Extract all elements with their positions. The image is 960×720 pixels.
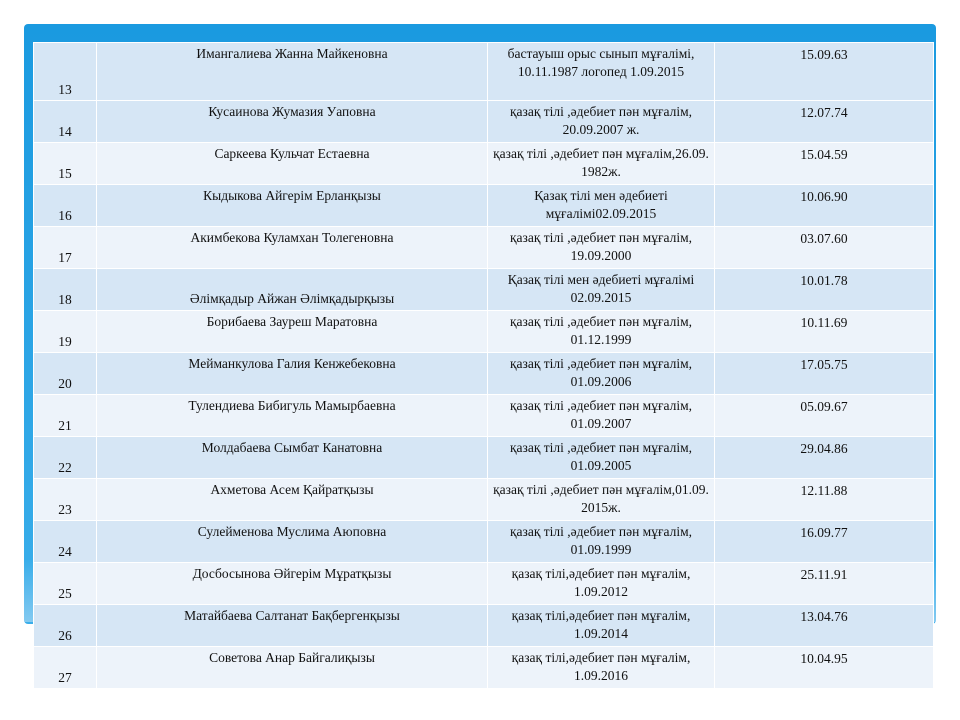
row-number-cell: 23 (34, 479, 97, 521)
row-number-cell: 17 (34, 227, 97, 269)
teacher-name-cell: Тулендиева Бибигуль Мамырбаевна (97, 395, 488, 437)
table-row (34, 647, 934, 689)
position-cell: қазақ тілі ,әдебиет пән мұғалім,26.09. 1982ж. (488, 143, 715, 185)
teacher-name-cell: Акимбекова Куламхан Толегеновна (97, 227, 488, 269)
teacher-name-cell: Молдабаева Сымбат Канатовна (97, 437, 488, 479)
table-row (34, 143, 934, 185)
row-number-cell: 13 (34, 43, 97, 101)
position-cell: қазақ тілі ,әдебиет пән мұғалім, 01.09.2006 (488, 353, 715, 395)
birth-date-cell: 15.04.59 (715, 143, 934, 185)
row-number-cell: 15 (34, 143, 97, 185)
position-cell: қазақ тілі ,әдебиет пән мұғалім, 19.09.2000 (488, 227, 715, 269)
birth-date-cell: 16.09.77 (715, 521, 934, 563)
birth-date-cell: 10.11.69 (715, 311, 934, 353)
teacher-name-cell: Досбосынова Әйгерім Мұратқызы (97, 563, 488, 605)
row-number-cell: 26 (34, 605, 97, 647)
table-row (34, 101, 934, 143)
table-row (34, 227, 934, 269)
birth-date-cell: 12.07.74 (715, 101, 934, 143)
birth-date-cell: 15.09.63 (715, 43, 934, 101)
teacher-name-cell: Мейманкулова Галия Кенжебековна (97, 353, 488, 395)
birth-date-cell: 17.05.75 (715, 353, 934, 395)
row-number-cell: 24 (34, 521, 97, 563)
teacher-name-cell: Саркеева Кульчат Естаевна (97, 143, 488, 185)
table-row (34, 521, 934, 563)
position-cell: бастауыш орыс сынып мұғалімі, 10.11.1987 логопед 1.09.2015 (488, 43, 715, 101)
staff-table-body (34, 43, 934, 689)
table-row (34, 353, 934, 395)
row-number-cell: 18 (34, 269, 97, 311)
birth-date-cell: 29.04.86 (715, 437, 934, 479)
table-row (34, 395, 934, 437)
position-cell: Қазақ тілі мен әдебиеті мұғалімі02.09.2015 (488, 185, 715, 227)
row-number-cell: 21 (34, 395, 97, 437)
table-row (34, 605, 934, 647)
position-cell: қазақ тілі ,әдебиет пән мұғалім, 01.09.2005 (488, 437, 715, 479)
birth-date-cell: 10.04.95 (715, 647, 934, 689)
table-row (34, 43, 934, 101)
row-number-cell: 14 (34, 101, 97, 143)
teacher-name-cell: Матайбаева Салтанат Бақбергенқызы (97, 605, 488, 647)
table-row (34, 185, 934, 227)
teacher-name-cell: Әлімқадыр Айжан Әлімқадырқызы (97, 269, 488, 311)
position-cell: қазақ тілі,әдебиет пән мұғалім, 1.09.2012 (488, 563, 715, 605)
position-cell: қазақ тілі ,әдебиет пән мұғалім, 01.12.1999 (488, 311, 715, 353)
table-row (34, 437, 934, 479)
staff-table-container (33, 42, 934, 689)
position-cell: қазақ тілі ,әдебиет пән мұғалім, 01.09.1999 (488, 521, 715, 563)
position-cell: қазақ тілі ,әдебиет пән мұғалім, 20.09.2007 ж. (488, 101, 715, 143)
table-row (34, 479, 934, 521)
teacher-name-cell: Советова Анар Байгалиқызы (97, 647, 488, 689)
teacher-name-cell: Имангалиева Жанна Майкеновна (97, 43, 488, 101)
table-row (34, 311, 934, 353)
teacher-name-cell: Ахметова Асем Қайратқызы (97, 479, 488, 521)
position-cell: қазақ тілі,әдебиет пән мұғалім, 1.09.2016 (488, 647, 715, 689)
birth-date-cell: 13.04.76 (715, 605, 934, 647)
staff-table (33, 42, 934, 689)
row-number-cell: 22 (34, 437, 97, 479)
teacher-name-cell: Кусаинова Жумазия Уаповна (97, 101, 488, 143)
birth-date-cell: 10.01.78 (715, 269, 934, 311)
teacher-name-cell: Кыдыкова Айгерім Ерланқызы (97, 185, 488, 227)
position-cell: қазақ тілі ,әдебиет пән мұғалім, 01.09.2007 (488, 395, 715, 437)
position-cell: Қазақ тілі мен әдебиеті мұғалімі 02.09.2015 (488, 269, 715, 311)
birth-date-cell: 25.11.91 (715, 563, 934, 605)
position-cell: қазақ тілі ,әдебиет пән мұғалім,01.09. 2015ж. (488, 479, 715, 521)
row-number-cell: 20 (34, 353, 97, 395)
table-row (34, 563, 934, 605)
position-cell: қазақ тілі,әдебиет пән мұғалім, 1.09.2014 (488, 605, 715, 647)
birth-date-cell: 05.09.67 (715, 395, 934, 437)
row-number-cell: 25 (34, 563, 97, 605)
teacher-name-cell: Борибаева Зауреш Маратовна (97, 311, 488, 353)
birth-date-cell: 12.11.88 (715, 479, 934, 521)
birth-date-cell: 10.06.90 (715, 185, 934, 227)
row-number-cell: 16 (34, 185, 97, 227)
row-number-cell: 19 (34, 311, 97, 353)
teacher-name-cell: Сулейменова Муслима Аюповна (97, 521, 488, 563)
table-row (34, 269, 934, 311)
row-number-cell: 27 (34, 647, 97, 689)
birth-date-cell: 03.07.60 (715, 227, 934, 269)
